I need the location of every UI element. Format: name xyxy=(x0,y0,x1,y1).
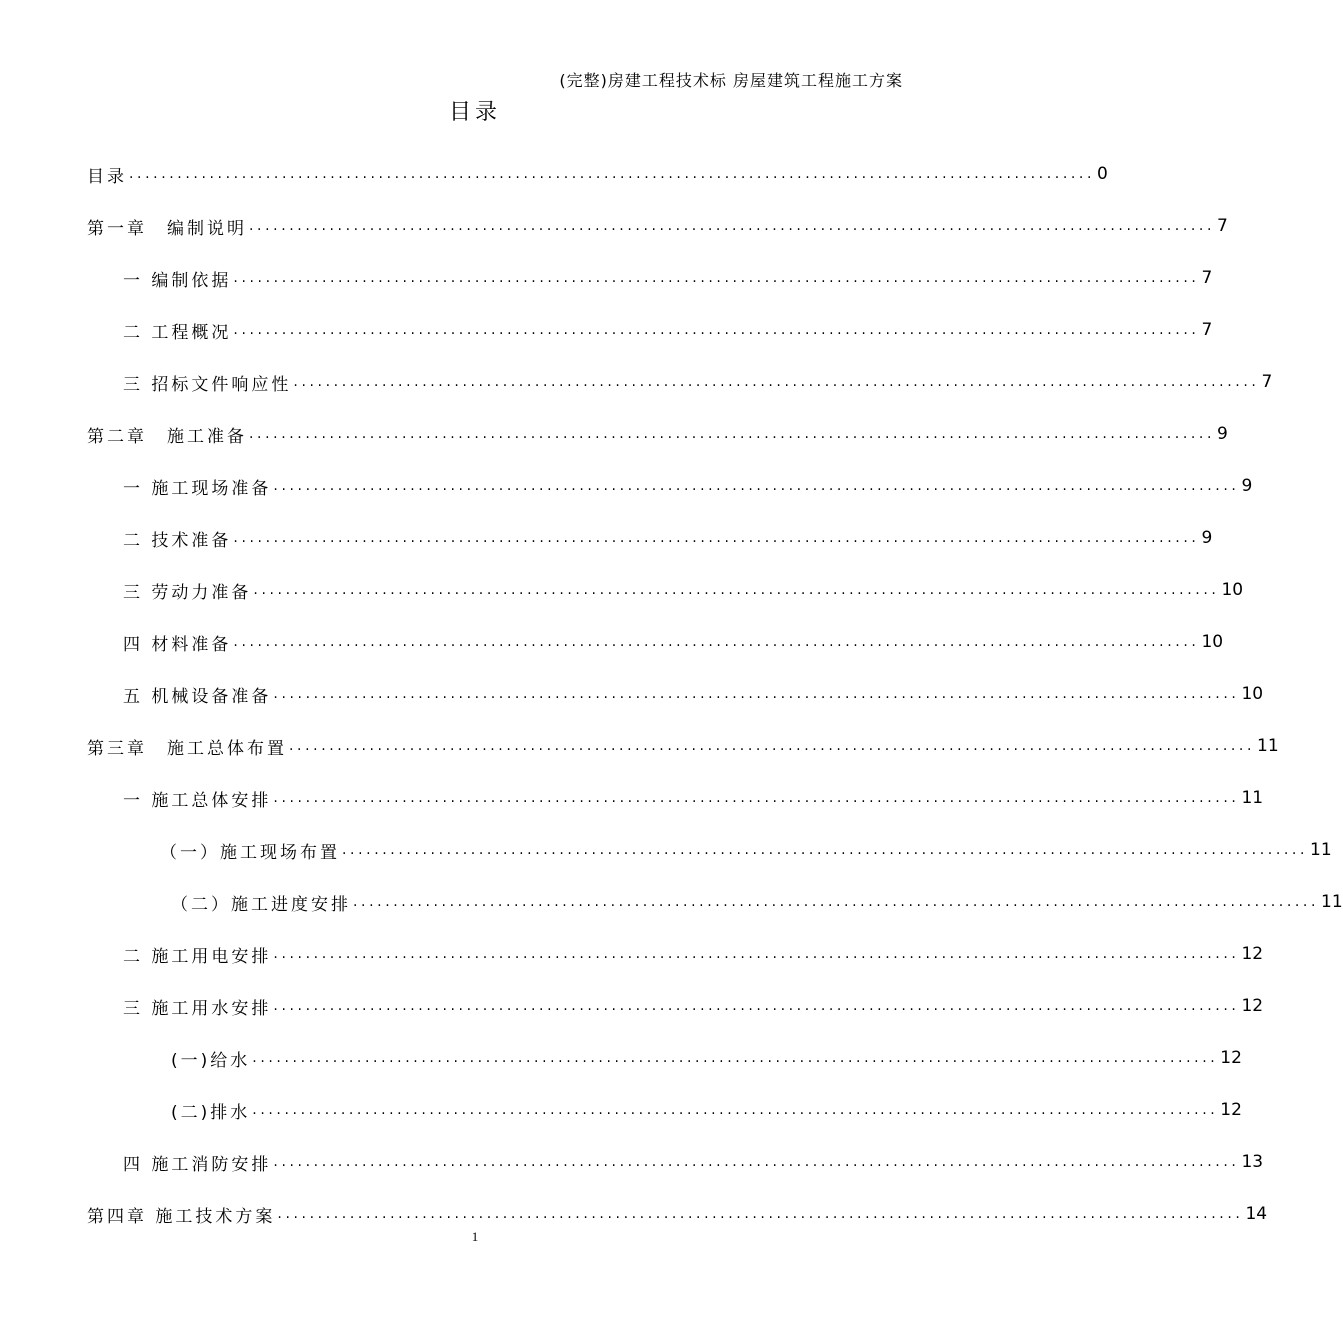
toc-entry[interactable] xyxy=(87,720,1279,772)
dot-leader: ........................................................................................................................ xyxy=(273,686,1240,702)
dot-leader: ........................................................................................................................ xyxy=(129,166,1096,182)
toc-entry-label: 一 施工现场准备 xyxy=(123,478,272,499)
toc-entry-page: 10 xyxy=(1201,632,1224,652)
toc-entry-label: 四 施工消防安排 xyxy=(123,1154,272,1175)
dot-leader: ........................................................................................................................ xyxy=(342,842,1309,858)
toc-entry-label: （二）施工进度安排 xyxy=(171,894,351,915)
toc-entry-label: 一 编制依据 xyxy=(123,270,232,291)
dot-leader: ........................................................................................................................ xyxy=(273,998,1240,1014)
toc-entry-label: 三 招标文件响应性 xyxy=(123,374,292,395)
toc-entry-page: 11 xyxy=(1321,892,1343,912)
toc-entry-label: 四 材料准备 xyxy=(123,634,232,655)
toc-entry-page: 9 xyxy=(1217,424,1228,444)
toc-entry-page: 9 xyxy=(1201,528,1213,548)
toc-entry[interactable] xyxy=(87,304,1213,356)
dot-leader: ........................................................................................................................ xyxy=(273,478,1240,494)
toc-entry-label: 目录 xyxy=(87,166,127,187)
toc-entry-label: 第一章 编制说明 xyxy=(87,218,247,239)
toc-entry-label: (一)给水 xyxy=(171,1050,251,1071)
toc-entry-page: 11 xyxy=(1310,840,1332,860)
toc-entry[interactable] xyxy=(87,772,1264,824)
toc-entry-label: (二)排水 xyxy=(171,1102,251,1123)
toc-entry-label: 第四章 施工技术方案 xyxy=(87,1206,276,1227)
dot-leader: ........................................................................................................................ xyxy=(233,322,1200,338)
dot-leader: ........................................................................................................................ xyxy=(252,1050,1219,1066)
dot-leader: ........................................................................................................................ xyxy=(253,582,1220,598)
dot-leader: ........................................................................................................................ xyxy=(249,218,1216,234)
toc-entry[interactable] xyxy=(87,928,1264,980)
toc-entry-label: 第二章 施工准备 xyxy=(87,426,247,447)
running-header: (完整)房建工程技术标 房屋建筑工程施工方案 xyxy=(559,71,903,90)
dot-leader: ........................................................................................................................ xyxy=(289,738,1256,754)
toc-entry[interactable] xyxy=(87,200,1228,252)
toc-entry[interactable] xyxy=(87,876,1343,928)
dot-leader: ........................................................................................................................ xyxy=(293,374,1260,390)
toc-entry-page: 7 xyxy=(1201,320,1213,340)
dot-leader: ........................................................................................................................ xyxy=(277,1206,1244,1222)
page-title: 目录 xyxy=(448,100,501,125)
dot-leader: ........................................................................................................................ xyxy=(233,270,1200,286)
toc-entry[interactable] xyxy=(87,512,1213,564)
page-number: 1 xyxy=(471,1229,479,1244)
dot-leader: ........................................................................................................................ xyxy=(233,634,1200,650)
toc-entry[interactable] xyxy=(87,1084,1242,1136)
toc-entry-label: 三 劳动力准备 xyxy=(123,582,252,603)
toc-entry-label: 二 技术准备 xyxy=(123,530,232,551)
toc-entry-page: 7 xyxy=(1217,216,1228,236)
toc-entry[interactable] xyxy=(87,980,1264,1032)
dot-leader: ........................................................................................................................ xyxy=(273,946,1240,962)
dot-leader: ........................................................................................................................ xyxy=(273,1154,1240,1170)
toc-entry-page: 11 xyxy=(1241,788,1264,808)
dot-leader: ........................................................................................................................ xyxy=(353,894,1320,910)
toc-entry[interactable] xyxy=(87,1136,1264,1188)
toc-entry-label: 三 施工用水安排 xyxy=(123,998,272,1019)
toc-entry[interactable] xyxy=(87,356,1273,408)
toc-entry[interactable] xyxy=(87,460,1253,512)
toc-entry-label: 二 工程概况 xyxy=(123,322,232,343)
toc-entry-page: 12 xyxy=(1241,944,1264,964)
toc-entry-page: 10 xyxy=(1241,684,1264,704)
toc-entry-page: 12 xyxy=(1220,1100,1242,1120)
toc-entry-page: 9 xyxy=(1241,476,1253,496)
toc-entry[interactable] xyxy=(87,148,1108,200)
toc-entry-page: 14 xyxy=(1245,1204,1268,1224)
toc-entry-page: 11 xyxy=(1257,736,1279,756)
toc-entry-label: 五 机械设备准备 xyxy=(123,686,272,707)
toc-entry[interactable] xyxy=(87,408,1228,460)
dot-leader: ........................................................................................................................ xyxy=(252,1102,1219,1118)
toc-entry-page: 13 xyxy=(1241,1152,1264,1172)
dot-leader: ........................................................................................................................ xyxy=(273,790,1240,806)
toc-entry-label: 二 施工用电安排 xyxy=(123,946,272,967)
toc-entry-label: （一）施工现场布置 xyxy=(160,842,340,863)
toc-entry[interactable] xyxy=(87,1032,1242,1084)
dot-leader: ........................................................................................................................ xyxy=(249,426,1216,442)
toc-entry-page: 0 xyxy=(1097,164,1108,184)
toc-entry[interactable] xyxy=(87,616,1224,668)
toc-entry-label: 第三章 施工总体布置 xyxy=(87,738,287,759)
toc-entry-page: 10 xyxy=(1221,580,1244,600)
table-of-contents xyxy=(87,148,1343,1240)
toc-entry-label: 一 施工总体安排 xyxy=(123,790,272,811)
toc-entry[interactable] xyxy=(87,668,1264,720)
toc-entry-page: 12 xyxy=(1220,1048,1242,1068)
dot-leader: ........................................................................................................................ xyxy=(233,530,1200,546)
toc-entry-page: 12 xyxy=(1241,996,1264,1016)
toc-entry-page: 7 xyxy=(1201,268,1213,288)
toc-entry[interactable] xyxy=(87,252,1213,304)
toc-entry[interactable] xyxy=(87,824,1332,876)
toc-entry-page: 7 xyxy=(1261,372,1273,392)
toc-entry[interactable] xyxy=(87,564,1244,616)
